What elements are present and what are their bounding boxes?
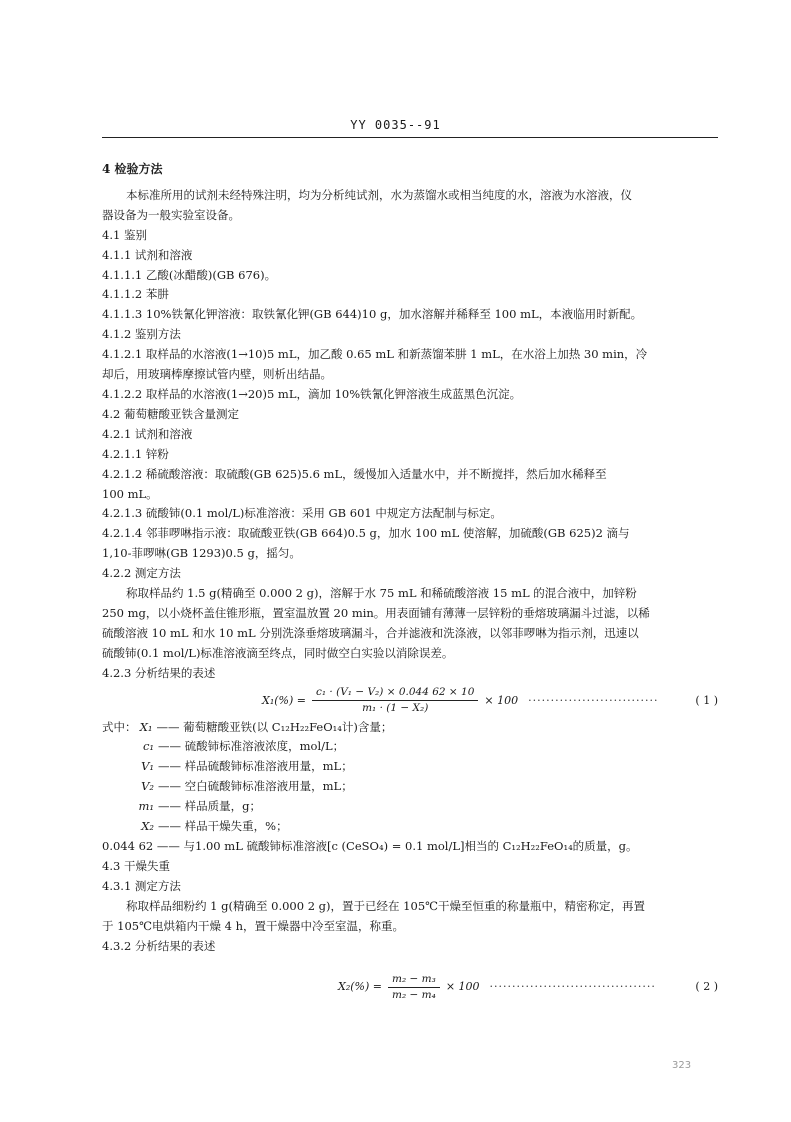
formula-2-fraction (388, 973, 440, 1002)
item-4-2-1-2-line2: 100 mL。 (102, 486, 158, 501)
variable-description: —— 样品干燥失重，%； (158, 819, 288, 834)
item-4-1-1-1: 4.1.1.1 乙酸(冰醋酸)(GB 676)。 (102, 267, 277, 282)
heading-4-2: 4.2 葡萄糖酸亚铁含量测定 (102, 406, 239, 421)
variable-row (102, 777, 718, 797)
variable-row (102, 757, 718, 777)
item-4-1-1-3: 4.1.1.3 10%铁氰化钾溶液：取铁氰化钾(GB 644)10 g，加水溶解并稀释至 100 mL，本液临用时新配。 (102, 307, 643, 322)
drying-paragraph-line2: 于 105℃电烘箱内干燥 4 h，置干燥器中冷至室温，称重。 (102, 918, 405, 933)
item-4-1-2-1-line1: 4.1.2.1 取样品的水溶液(1→10)5 mL，加乙酸 0.65 mL 和新蒸馏苯肼 1 mL，在水浴上加热 30 min，冷 (102, 347, 648, 362)
formula-2-number: ( 2 ) (695, 980, 718, 994)
variable-symbol: V₂ (141, 779, 154, 794)
intro-line-1: 本标准所用的试剂未经特殊注明，均为分析纯试剂，水为蒸馏水或相当纯度的水，溶液为水溶液，仪 (126, 187, 632, 202)
heading-4-1-2: 4.1.2 鉴别方法 (102, 327, 181, 342)
formula-1-fraction (312, 686, 478, 715)
page-number: 323 (672, 1060, 692, 1071)
formula-2 (102, 970, 718, 1004)
intro-line-2: 器设备为一般实验室设备。 (102, 207, 240, 222)
variable-row (102, 797, 718, 817)
variable-symbol: c₁ (142, 739, 154, 754)
formula-2-denominator: m₂ − m₄ (392, 988, 436, 1001)
item-4-2-1-2-line1: 4.2.1.2 稀硫酸溶液：取硫酸(GB 625)5.6 mL，缓慢加入适量水中，并不断搅拌，然后加水稀释至 (102, 466, 607, 481)
item-4-1-2-1-line2: 却后，用玻璃棒摩擦试管内壁，则析出结晶。 (102, 367, 332, 382)
drying-paragraph-line1: 称取样品细粉约 1 g(精确至 0.000 2 g)，置于已经在 105℃干燥至恒重的称量瓶中，精密称定，再置 (126, 898, 645, 913)
item-4-1-1-2: 4.1.1.2 苯肼 (102, 287, 169, 302)
header-rule (102, 137, 718, 138)
section-title: 4 检验方法 (102, 162, 163, 176)
formula-2-numerator: m₂ − m₃ (388, 973, 440, 988)
heading-4-2-2: 4.2.2 测定方法 (102, 566, 181, 581)
variable-description: —— 样品质量，g； (158, 799, 262, 814)
heading-4-3-2: 4.3.2 分析结果的表述 (102, 938, 216, 953)
item-4-2-1-4-line1: 4.2.1.4 邻菲啰啉指示液：取硫酸亚铁(GB 664)0.5 g，加水 100 mL 使溶解，加硫酸(GB 625)2 滴与 (102, 526, 630, 541)
item-4-2-1-3: 4.2.1.3 硫酸铈(0.1 mol/L)标准溶液：采用 GB 601 中规定方法配制与标定。 (102, 506, 502, 521)
variable-row (102, 718, 718, 738)
document-body (102, 160, 718, 1004)
variable-symbol: V₁ (141, 759, 154, 774)
formula-1-number: ( 1 ) (695, 693, 718, 707)
formula-2-lhs: X₂(%) = (338, 980, 382, 994)
item-4-2-1-1: 4.2.1.1 锌粉 (102, 446, 169, 461)
standard-code: YY 0035--91 (350, 118, 441, 132)
formula-1-lhs: X₁(%) = (262, 693, 306, 707)
variable-description: —— 葡萄糖酸亚铁(以 C₁₂H₂₂FeO₁₄计)含量； (156, 719, 393, 734)
method-paragraph-line2: 250 mg，以小烧杯盖住锥形瓶，置室温放置 20 min。用表面铺有薄薄一层锌粉的垂熔玻璃漏斗过滤，以稀 (102, 605, 650, 620)
item-4-1-2-2: 4.1.2.2 取样品的水溶液(1→20)5 mL，滴加 10%铁氰化钾溶液生成蓝黑色沉淀。 (102, 386, 522, 401)
variable-symbol: X₂ (141, 819, 154, 834)
variable-symbol: X₁ (139, 719, 153, 734)
variable-symbol: m₁ (138, 799, 154, 814)
formula-2-leader: ····································· (489, 980, 656, 994)
variable-description: —— 空白硫酸铈标准溶液用量，mL； (158, 779, 353, 794)
heading-4-1-1: 4.1.1 试剂和溶液 (102, 247, 193, 262)
formula-1-leader: ····························· (528, 693, 659, 707)
item-4-2-1-4-line2: 1,10-菲啰啉(GB 1293)0.5 g，摇匀。 (102, 546, 301, 561)
constant-definition: 0.044 62 —— 与1.00 mL 硫酸铈标准溶液[c (CeSO₄) = 0.1 mol/L]相当的 C₁₂H₂₂FeO₁₄的质量，g。 (102, 839, 638, 853)
formula-1-denominator: m₁ · (1 − X₂) (362, 702, 429, 715)
variable-description: —— 硫酸铈标准溶液浓度，mol/L； (158, 739, 345, 754)
heading-4-3-1: 4.3.1 测定方法 (102, 878, 181, 893)
variable-list (102, 718, 718, 837)
heading-4-1: 4.1 鉴别 (102, 227, 147, 242)
variable-row (102, 737, 718, 757)
formula-1-numerator: c₁ · (V₁ − V₂) × 0.044 62 × 10 (312, 686, 478, 701)
heading-4-2-1: 4.2.1 试剂和溶液 (102, 426, 193, 441)
method-paragraph-line4: 硫酸铈(0.1 mol/L)标准溶液滴至终点，同时做空白实验以消除误差。 (102, 645, 454, 660)
where-label: 式中： (102, 719, 137, 734)
heading-4-3: 4.3 干燥失重 (102, 858, 170, 873)
method-paragraph-line1: 称取样品约 1.5 g(精确至 0.000 2 g)，溶解于水 75 mL 和稀硫酸溶液 15 mL 的混合液中，加锌粉 (126, 586, 637, 601)
variable-row (102, 817, 718, 837)
formula-2-tail: × 100 (445, 980, 480, 994)
heading-4-2-3: 4.2.3 分析结果的表述 (102, 665, 216, 680)
variable-description: —— 样品硫酸铈标准溶液用量，mL； (158, 759, 353, 774)
method-paragraph-line3: 硫酸溶液 10 mL 和水 10 mL 分别洗涤垂熔玻璃漏斗，合并滤液和洗涤液，以邻菲啰啉为指示剂，迅速以 (102, 625, 639, 640)
formula-1-tail: × 100 (484, 693, 519, 707)
formula-1 (102, 684, 718, 718)
